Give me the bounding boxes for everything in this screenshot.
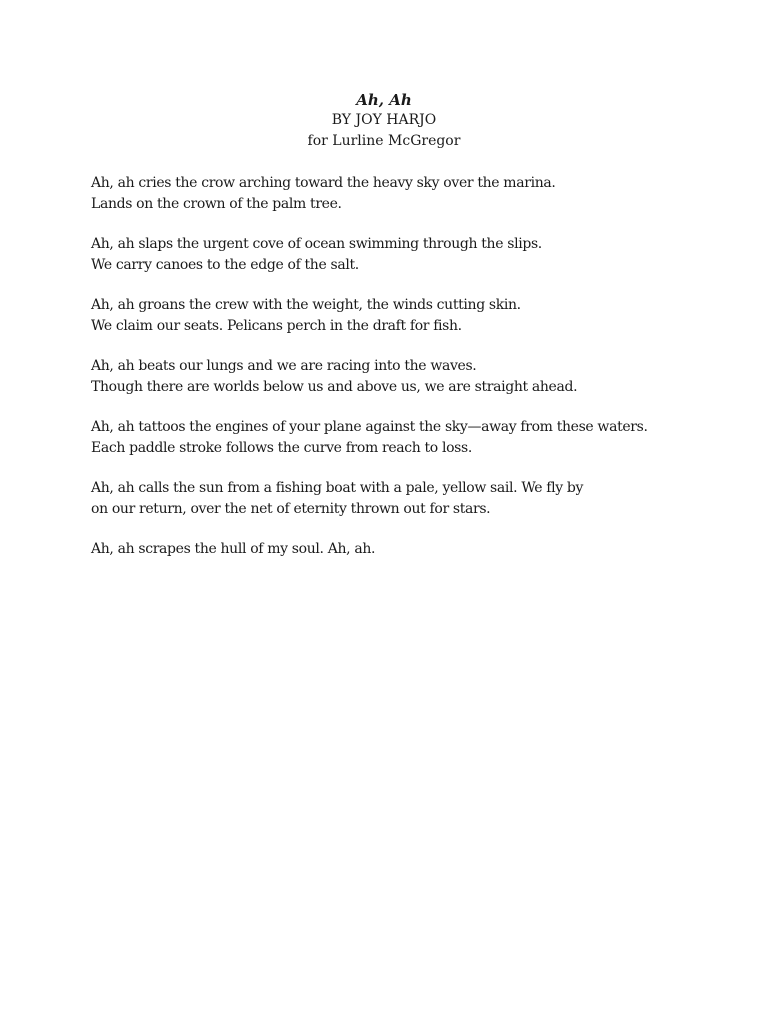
poem-body <box>91 173 751 579</box>
stanza-7 <box>91 539 751 560</box>
poem-line: Each paddle stroke follows the curve from reach to loss. <box>91 440 472 456</box>
poem-dedication: for Lurline McGregor <box>307 133 461 149</box>
stanza-4 <box>91 356 751 398</box>
stanza-5 <box>91 417 751 459</box>
stanza-1 <box>91 173 751 215</box>
poem-line: Ah, ah groans the crew with the weight, the winds cutting skin. <box>91 297 521 313</box>
poem-line: Ah, ah scrapes the hull of my soul. Ah, ah. <box>91 541 376 557</box>
poem-line: Ah, ah beats our lungs and we are racing into the waves. <box>91 358 477 374</box>
poem-line: Ah, ah cries the crow arching toward the heavy sky over the marina. <box>91 175 556 191</box>
poem-line: We carry canoes to the edge of the salt. <box>91 257 359 273</box>
poem-byline: BY JOY HARJO <box>331 112 437 128</box>
poem-header <box>0 90 768 152</box>
poem-line: Lands on the crown of the palm tree. <box>91 196 342 212</box>
stanza-6 <box>91 478 751 520</box>
poem-title: Ah, Ah <box>356 91 412 109</box>
poem-line: Though there are worlds below us and above us, we are straight ahead. <box>91 379 578 395</box>
poem-line: Ah, ah slaps the urgent cove of ocean swimming through the slips. <box>91 236 542 252</box>
stanza-2 <box>91 234 751 276</box>
poem-line: We claim our seats. Pelicans perch in the draft for fish. <box>91 318 462 334</box>
poem-line: on our return, over the net of eternity thrown out for stars. <box>91 501 491 517</box>
stanza-3 <box>91 295 751 337</box>
poem-line: Ah, ah calls the sun from a fishing boat with a pale, yellow sail. We fly by <box>91 480 584 496</box>
poem-line: Ah, ah tattoos the engines of your plane against the sky—away from these waters. <box>91 419 648 435</box>
